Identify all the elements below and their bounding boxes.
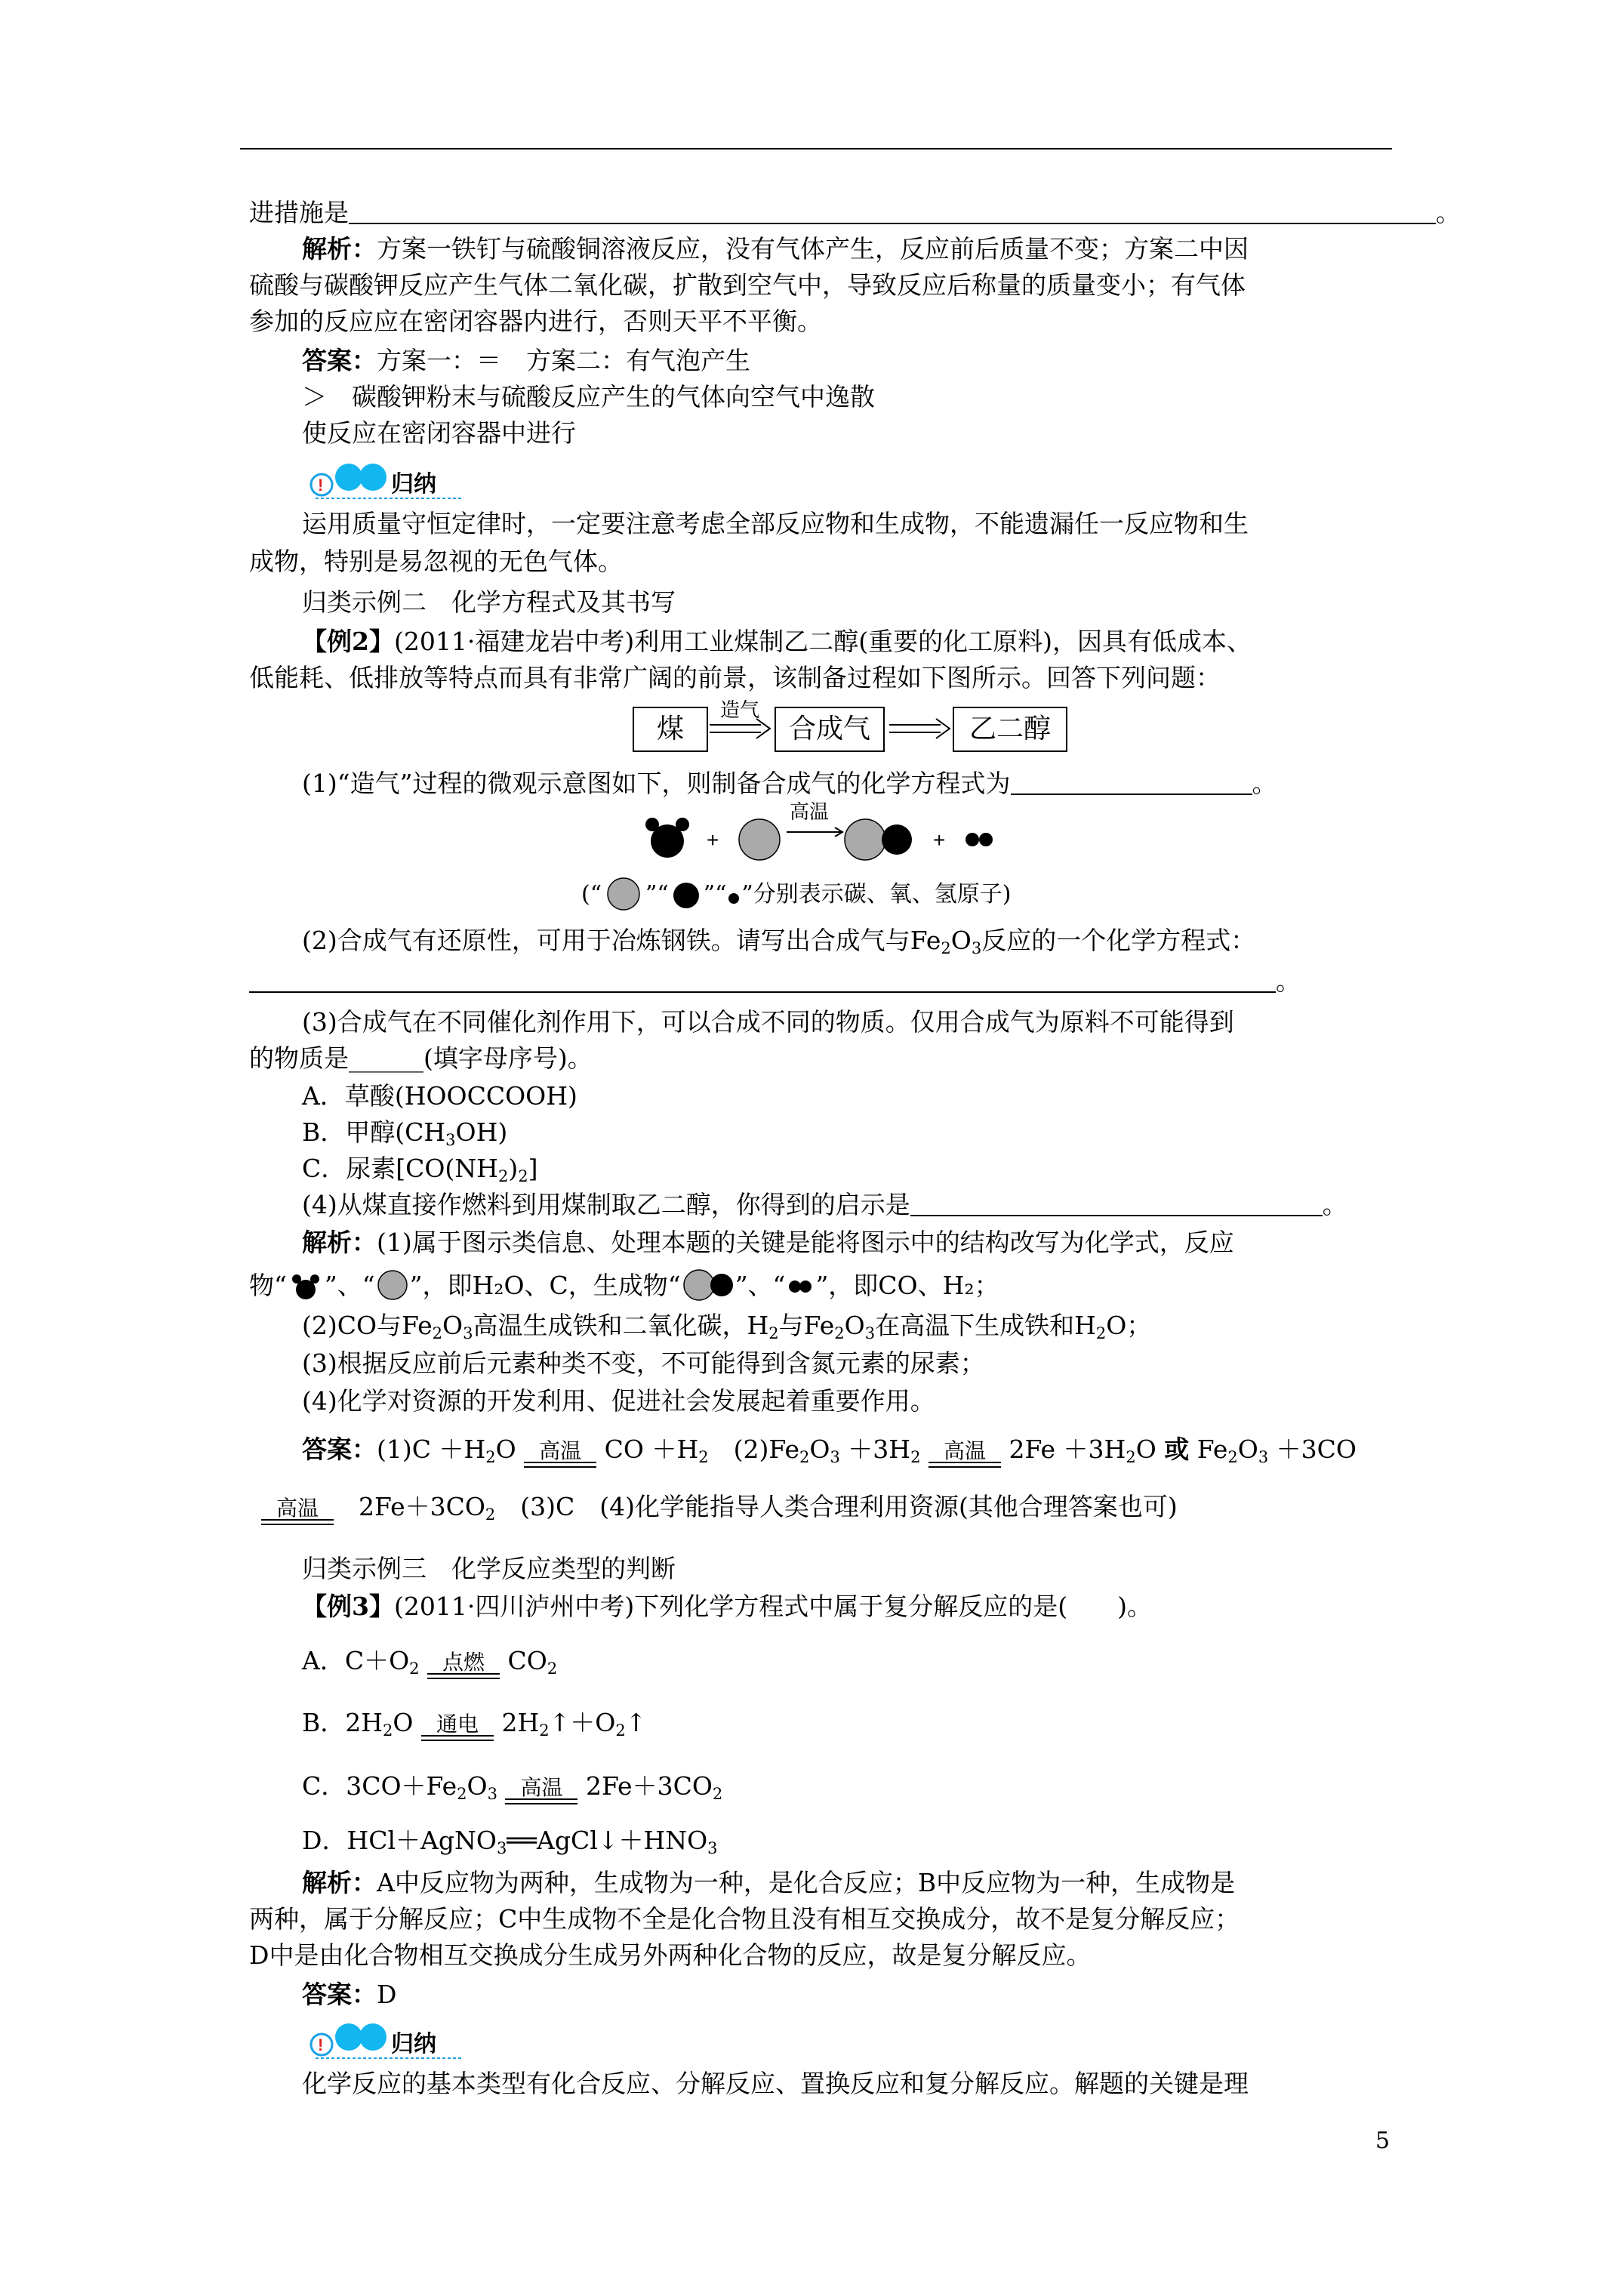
double-arrow-icon xyxy=(888,714,953,744)
answer-line: 答案：$(1)C +H_2O$ 高温 CO $+H_2$ $(2)Fe_2O_3 +3H_2$ 高温 $2Fe +3H_2O$ 或 $Fe_2O_3 +3CO$ xyxy=(302,1435,1357,1466)
example-line: 【例2】(2011·福建龙岩中考)利用工业煤制乙二醇(重要的化工原料)，因具有低成本、 xyxy=(302,627,1252,656)
text-line: 低能耗、低排放等特点而具有非常广阔的前景，该制备过程如下图所示。回答下列问题： xyxy=(249,663,1221,692)
answer-line: 高温 $2Fe+3CO_2$ (3)C (4)化学能指导人类合理利用资源(其他合理答案也可) xyxy=(261,1492,1178,1525)
svg-text:高温: 高温 xyxy=(790,802,830,824)
summary-tag: ! 归纳 xyxy=(305,2020,479,2054)
question-line: (2)合成气有还原性，可用于冶炼钢铁。请写出合成气与$Fe_2O_3$反应的一个化学方程式： xyxy=(302,926,1256,957)
double-arrow-icon xyxy=(708,714,773,744)
answer-line: 答案：方案一：＝ 方案二：有气泡产生 xyxy=(302,346,750,375)
option-d: D．$HCl+AgNO_3══AgCl↓+HNO_3$ xyxy=(302,1826,718,1857)
text-line: 成物，特别是易忽视的无色气体。 xyxy=(249,547,623,576)
carbon-atom-icon xyxy=(739,819,780,860)
analysis-line: 两种，属于分解反应；C中生成物不全是化合物且没有相互交换成分，故不是复分解反应； xyxy=(249,1904,1240,1934)
answer-line: 答案：D xyxy=(302,1980,397,2009)
option-b: B．$2H_2O$ 通电 $2H_2↑+O_2↑$ xyxy=(302,1708,647,1740)
option-a: A．$C+O_2$ 点燃 $CO_2$ xyxy=(302,1646,558,1678)
option-c: C．尿素$[CO(NH_2)_2]$ xyxy=(302,1154,538,1185)
condition-arrow: 高温 xyxy=(929,1441,1001,1468)
option-a: A．草酸(HOOCCOOH) xyxy=(302,1081,577,1111)
text-line: 参加的反应应在密闭容器内进行，否则天平不平衡。 xyxy=(249,307,822,336)
analysis-line: D中是由化合物相互交换成分生成另外两种化合物的反应，故是复分解反应。 xyxy=(249,1940,1092,1970)
answer-blank: 。 xyxy=(249,966,1301,997)
water-molecule-icon xyxy=(645,818,689,858)
svg-text:+: + xyxy=(933,828,946,852)
analysis-line: (2)CO与$Fe_2O_3$高温生成铁和二氧化碳，$H_2$与$Fe_2O_3$在高温下生成铁和$H_2O$； xyxy=(302,1311,1152,1342)
section-heading: 归类示例三 化学反应类型的判断 xyxy=(302,1554,676,1583)
carbon-atom-icon xyxy=(602,876,645,911)
co-molecule-icon xyxy=(845,819,912,860)
section-heading: 归类示例二 化学方程式及其书写 xyxy=(302,587,676,617)
text-line: 硫酸与碳酸钾反应产生气体二氧化碳，扩散到空气中，导致反应后称量的质量变小；有气体 xyxy=(249,270,1246,300)
question-line: (1)“造气”过程的微观示意图如下，则制备合成气的化学方程式为 。 xyxy=(302,769,1277,798)
flow-box-glycol: 乙二醇 xyxy=(953,707,1067,752)
flow-box-syngas: 合成气 xyxy=(775,707,885,752)
condition-arrow: 高温 xyxy=(505,1777,577,1804)
analysis-line: 物“ ”、“ ”，即H₂O、C，生成物“ ”、“ ”，即CO、H₂； xyxy=(249,1268,999,1302)
carbon-atom-icon xyxy=(375,1268,410,1302)
co-molecule-icon xyxy=(681,1268,735,1302)
question-line: (4)从煤直接作燃料到用煤制取乙二醇，你得到的启示是 。 xyxy=(302,1190,1347,1219)
option-c: C．$3CO+Fe_2O_3$ 高温 $2Fe+3CO_2$ xyxy=(302,1771,723,1803)
h2-molecule-icon xyxy=(965,833,993,846)
example-line: 【例3】(2011·四川泸州中考)下列化学方程式中属于复分解反应的是( )。 xyxy=(302,1592,1152,1621)
text-line: ＞ 碳酸钾粉末与硫酸反应产生的气体向空气中逸散 xyxy=(302,382,875,411)
hydrogen-atom-icon xyxy=(726,883,741,906)
option-b: B．甲醇$(CH_3OH)$ xyxy=(302,1117,508,1149)
reaction-micro-diagram xyxy=(639,802,1016,870)
svg-text:+: + xyxy=(707,828,719,852)
condition-arrow: 高温 xyxy=(524,1441,596,1468)
text-line: 化学反应的基本类型有化合反应、分解反应、置换反应和复分解反应。解题的关键是理 xyxy=(302,2069,1249,2098)
analysis-line: (3)根据反应前后元素种类不变，不可能得到含氮元素的尿素； xyxy=(302,1348,985,1378)
h2-molecule-icon xyxy=(785,1274,815,1297)
analysis-line: 解析：(1)属于图示类信息、处理本题的关键是能将图示中的结构改写为化学式，反应 xyxy=(302,1228,1234,1257)
condition-arrow: 点燃 xyxy=(427,1652,500,1679)
svg-text:!: ! xyxy=(318,2036,324,2054)
svg-text:!: ! xyxy=(318,476,324,495)
legend-line: (“ ”“ ”“ ”分别表示碳、氧、氢原子) xyxy=(581,876,1011,911)
question-line: 的物质是______(填字母序号)。 xyxy=(249,1043,593,1073)
condition-arrow: 通电 xyxy=(421,1714,494,1741)
text-line: 运用质量守恒定律时，一定要注意考虑全部反应物和生成物，不能遗漏任一反应物和生 xyxy=(302,509,1249,538)
text-line: 进措施是 。 xyxy=(249,198,1461,227)
water-molecule-icon xyxy=(287,1268,325,1302)
question-line: (3)合成气在不同催化剂作用下，可以合成不同的物质。仅用合成气为原料不可能得到 xyxy=(302,1007,1234,1037)
flow-arrow-label: 造气 xyxy=(719,699,759,722)
flow-box-coal: 煤 xyxy=(633,707,708,752)
text-line: 使反应在密闭容器中进行 xyxy=(302,418,576,448)
analysis-line: (4)化学对资源的开发利用、促进社会发展起着重要作用。 xyxy=(302,1386,935,1416)
oxygen-atom-icon xyxy=(669,876,704,911)
header-rule xyxy=(240,148,1392,149)
condition-arrow: 高温 xyxy=(261,1498,334,1525)
analysis-line: 解析：A中反应物为两种，生成物为一种，是化合反应；B中反应物为一种，生成物是 xyxy=(302,1868,1236,1897)
page-number: 5 xyxy=(1375,2128,1390,2154)
summary-tag: ! 归纳 xyxy=(305,461,479,494)
analysis-line: 解析：方案一铁钉与硫酸铜溶液反应，没有气体产生，反应前后质量不变；方案二中因 xyxy=(302,234,1249,264)
